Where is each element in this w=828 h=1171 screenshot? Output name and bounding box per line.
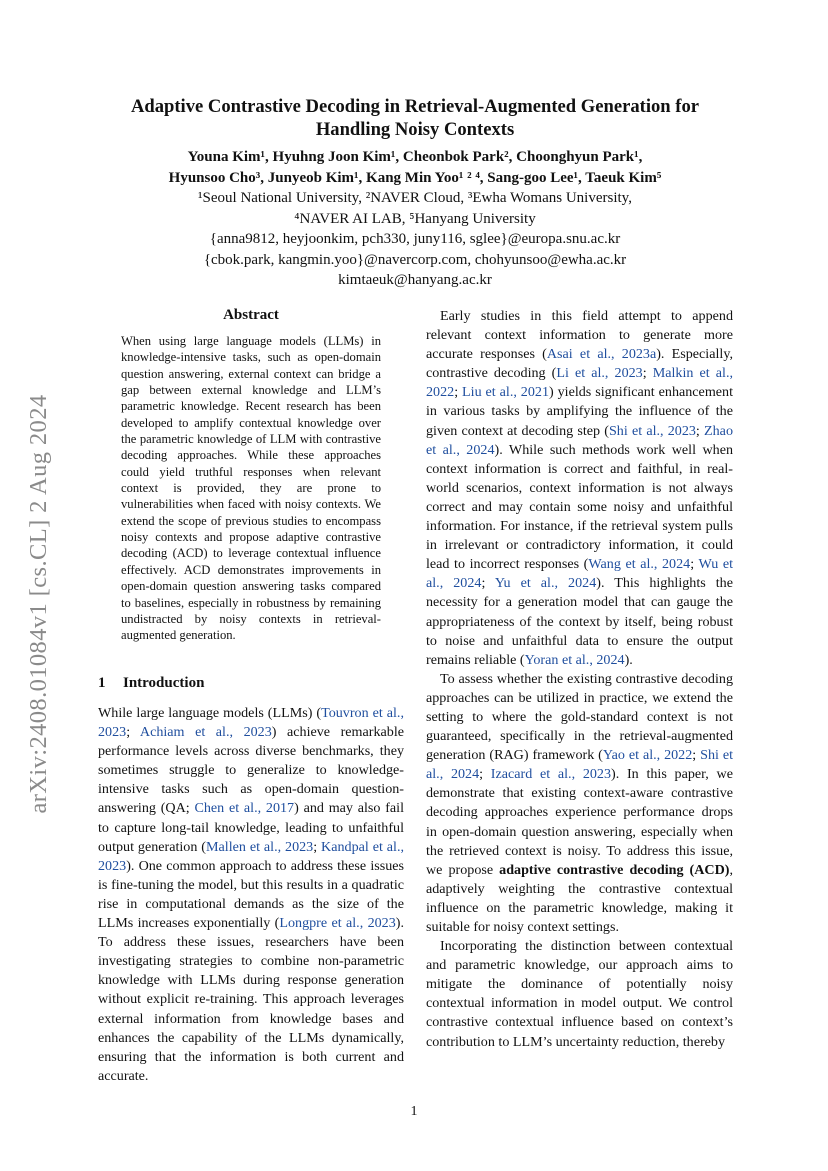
citation-link[interactable]: Achiam et al., 2023: [139, 724, 272, 741]
citation-link[interactable]: Wu et al., 2024: [426, 556, 733, 592]
intro-paragraph-1: While large language models (LLMs) (Touvron et al., 2023; Achiam et al., 2023) achieve remarkable performance levels across diverse benchmarks, they sometimes struggle to generalize to knowledge-intensive tasks such as open-domain question-answering (QA; Chen et al., 2017) and may also fail to capture long-tail knowledge, leading to unfaithful output generation (Mallen et al., 2023; Kandpal et al., 2023). One common approach to address these issues is fine-tuning the model, but this results in a quadratic rise in computational demands as the size of the LLMs increases exponentially (Longpre et al., 2023). To address these issues, researchers have been investigating strategies to combine non-parametric knowledge with LLMs during response generation without explicit re-training. This approach leverages external information from knowledge bases and enhances the capability of the LLMs dynamically, ensuring that the information is both current and accurate.: [98, 705, 405, 1084]
citation-link[interactable]: Mallen et al., 2023: [206, 838, 314, 855]
citation-link[interactable]: Yoran et al., 2024: [524, 651, 625, 668]
author-block: [70, 147, 760, 291]
page-number: 1: [410, 1104, 418, 1119]
method-name-bold: adaptive contrastive decoding (ACD): [499, 861, 730, 878]
citation-link[interactable]: Asai et al., 2023a: [546, 346, 657, 363]
abstract-text: When using large language models (LLMs) in knowledge-intensive tasks, such as open-domain question answering, external context can bridge a gap between external knowledge and LLM’s parametric knowledge. Recent research has been developed to amplify contextual knowledge over the parametric knowledge of LLM with contrastive decoding approaches. While these approaches could yield truthful responses when relevant context is provided, they are prone to vulnerabilities when faced with noisy contexts. We extend the scope of previous studies to encompass noisy contexts and propose adaptive contrastive decoding (ACD) to leverage contextual influence effectively. ACD demonstrates improvements in open-domain question answering tasks compared to baselines, especially in robustness by remaining undistracted by noisy contexts in retrieval-augmented generation.: [121, 334, 381, 643]
email-line-1: {anna9812, heyjoonkim, pch330, juny116, sglee}@europa.snu.ac.kr: [209, 231, 621, 247]
citation-link[interactable]: Yu et al., 2024: [494, 575, 597, 592]
section-number: 1: [98, 675, 106, 691]
citation-link[interactable]: Touvron et al., 2023: [98, 705, 404, 741]
arxiv-sidebar: [14, 366, 64, 842]
citation-link[interactable]: Malkin et al., 2022: [426, 365, 733, 401]
section-heading-introduction: [98, 675, 204, 692]
email-line-2: {cbok.park, kangmin.yoo}@navercorp.com, chohyunsoo@ewha.ac.kr: [203, 251, 627, 268]
author-names-line-2: Hyunsoo Cho³, Junyeob Kim¹, Kang Min Yoo¹ ² ⁴, Sang-goo Lee¹, Taeuk Kim⁵: [168, 169, 662, 186]
citation-link[interactable]: Wang et al., 2024: [588, 556, 691, 573]
section-title: Introduction: [123, 675, 205, 691]
arxiv-identifier: arXiv:2408.01084v1 [cs.CL] 2 Aug 2024: [25, 394, 52, 814]
intro-paragraph-3: To assess whether the existing contrastive decoding approaches can be utilized in practice, we extend the setting to where the gold-standard context is not guaranteed, specifically in the retrieval-augmented generation (RAG) framework (Yao et al., 2022; Shi et al., 2024; Izacard et al., 2023). In this paper, we demonstrate that existing context-aware contrastive decoding approaches experience performance drops in open-domain question answering, especially when the retrieved context is noisy. To address this issue, we propose adaptive contrastive decoding (ACD), adaptively weighting the contrastive contextual influence on the parametric knowledge, making it suitable for noisy context settings.: [426, 670, 733, 935]
abstract-heading: Abstract: [223, 307, 279, 323]
left-column-body: [98, 704, 404, 1086]
paper-title: [70, 95, 760, 141]
citation-link[interactable]: Kandpal et al., 2023: [98, 838, 404, 874]
title-line-2: Handling Noisy Contexts: [315, 119, 515, 140]
right-column-body: [426, 307, 733, 1052]
intro-paragraph-2: Early studies in this field attempt to append relevant context information to generate more accurate responses (Asai et al., 2023a). Especially, contrastive decoding (Li et al., 2023; Malkin et al., 2022; Liu et al., 2021) yields significant enhancement in various tasks by amplifying the influence of the given context at decoding step (Shi et al., 2023; Zhao et al., 2024). While such methods work well when context information is correct and faithful, in real-world scenarios, context information is not always correct and may contain some noisy and unfaithful information. For instance, if the retrieval system pulls in irrelevant or contradictory information, it could lead to incorrect responses (Wang et al., 2024; Wu et al., 2024; Yu et al., 2024). This highlights the necessity for a generation model that can gauge the appropriateness of the context by itself, being robust to noise and unfaithful data to ensure the output remains reliable (Yoran et al., 2024).: [426, 308, 734, 668]
citation-link[interactable]: Longpre et al., 2023: [279, 915, 396, 932]
intro-paragraph-4: Incorporating the distinction between contextual and parametric knowledge, our approach aims to mitigate the dominance of potentially noisy contextual information in model output. We control contrastive contextual influence based on context’s contribution to LLM’s uncertainty reduction, thereby: [426, 938, 733, 1050]
abstract-body: [121, 333, 381, 644]
affiliation-line-1: ¹Seoul National University, ²NAVER Cloud, ³Ewha Womans University,: [198, 190, 632, 206]
citation-link[interactable]: Liu et al., 2021: [462, 384, 549, 401]
citation-link[interactable]: Li et al., 2023: [556, 365, 643, 382]
citation-link[interactable]: Izacard et al., 2023: [490, 766, 612, 783]
citation-link[interactable]: Shi et al., 2023: [608, 422, 696, 439]
email-line-3: kimtaeuk@hanyang.ac.kr: [338, 272, 492, 288]
author-names-line-1: Youna Kim¹, Hyuhng Joon Kim¹, Cheonbok Park², Choonghyun Park¹,: [187, 149, 643, 165]
affiliation-line-2: ⁴NAVER AI LAB, ⁵Hanyang University: [294, 210, 536, 227]
citation-link[interactable]: Zhao et al., 2024: [426, 422, 733, 458]
title-line-1: Adaptive Contrastive Decoding in Retrieval-Augmented Generation for: [130, 96, 700, 117]
citation-link[interactable]: Chen et al., 2017: [194, 800, 295, 817]
citation-link[interactable]: Yao et al., 2022: [602, 747, 693, 764]
citation-link[interactable]: Shi et al., 2024: [426, 747, 733, 783]
